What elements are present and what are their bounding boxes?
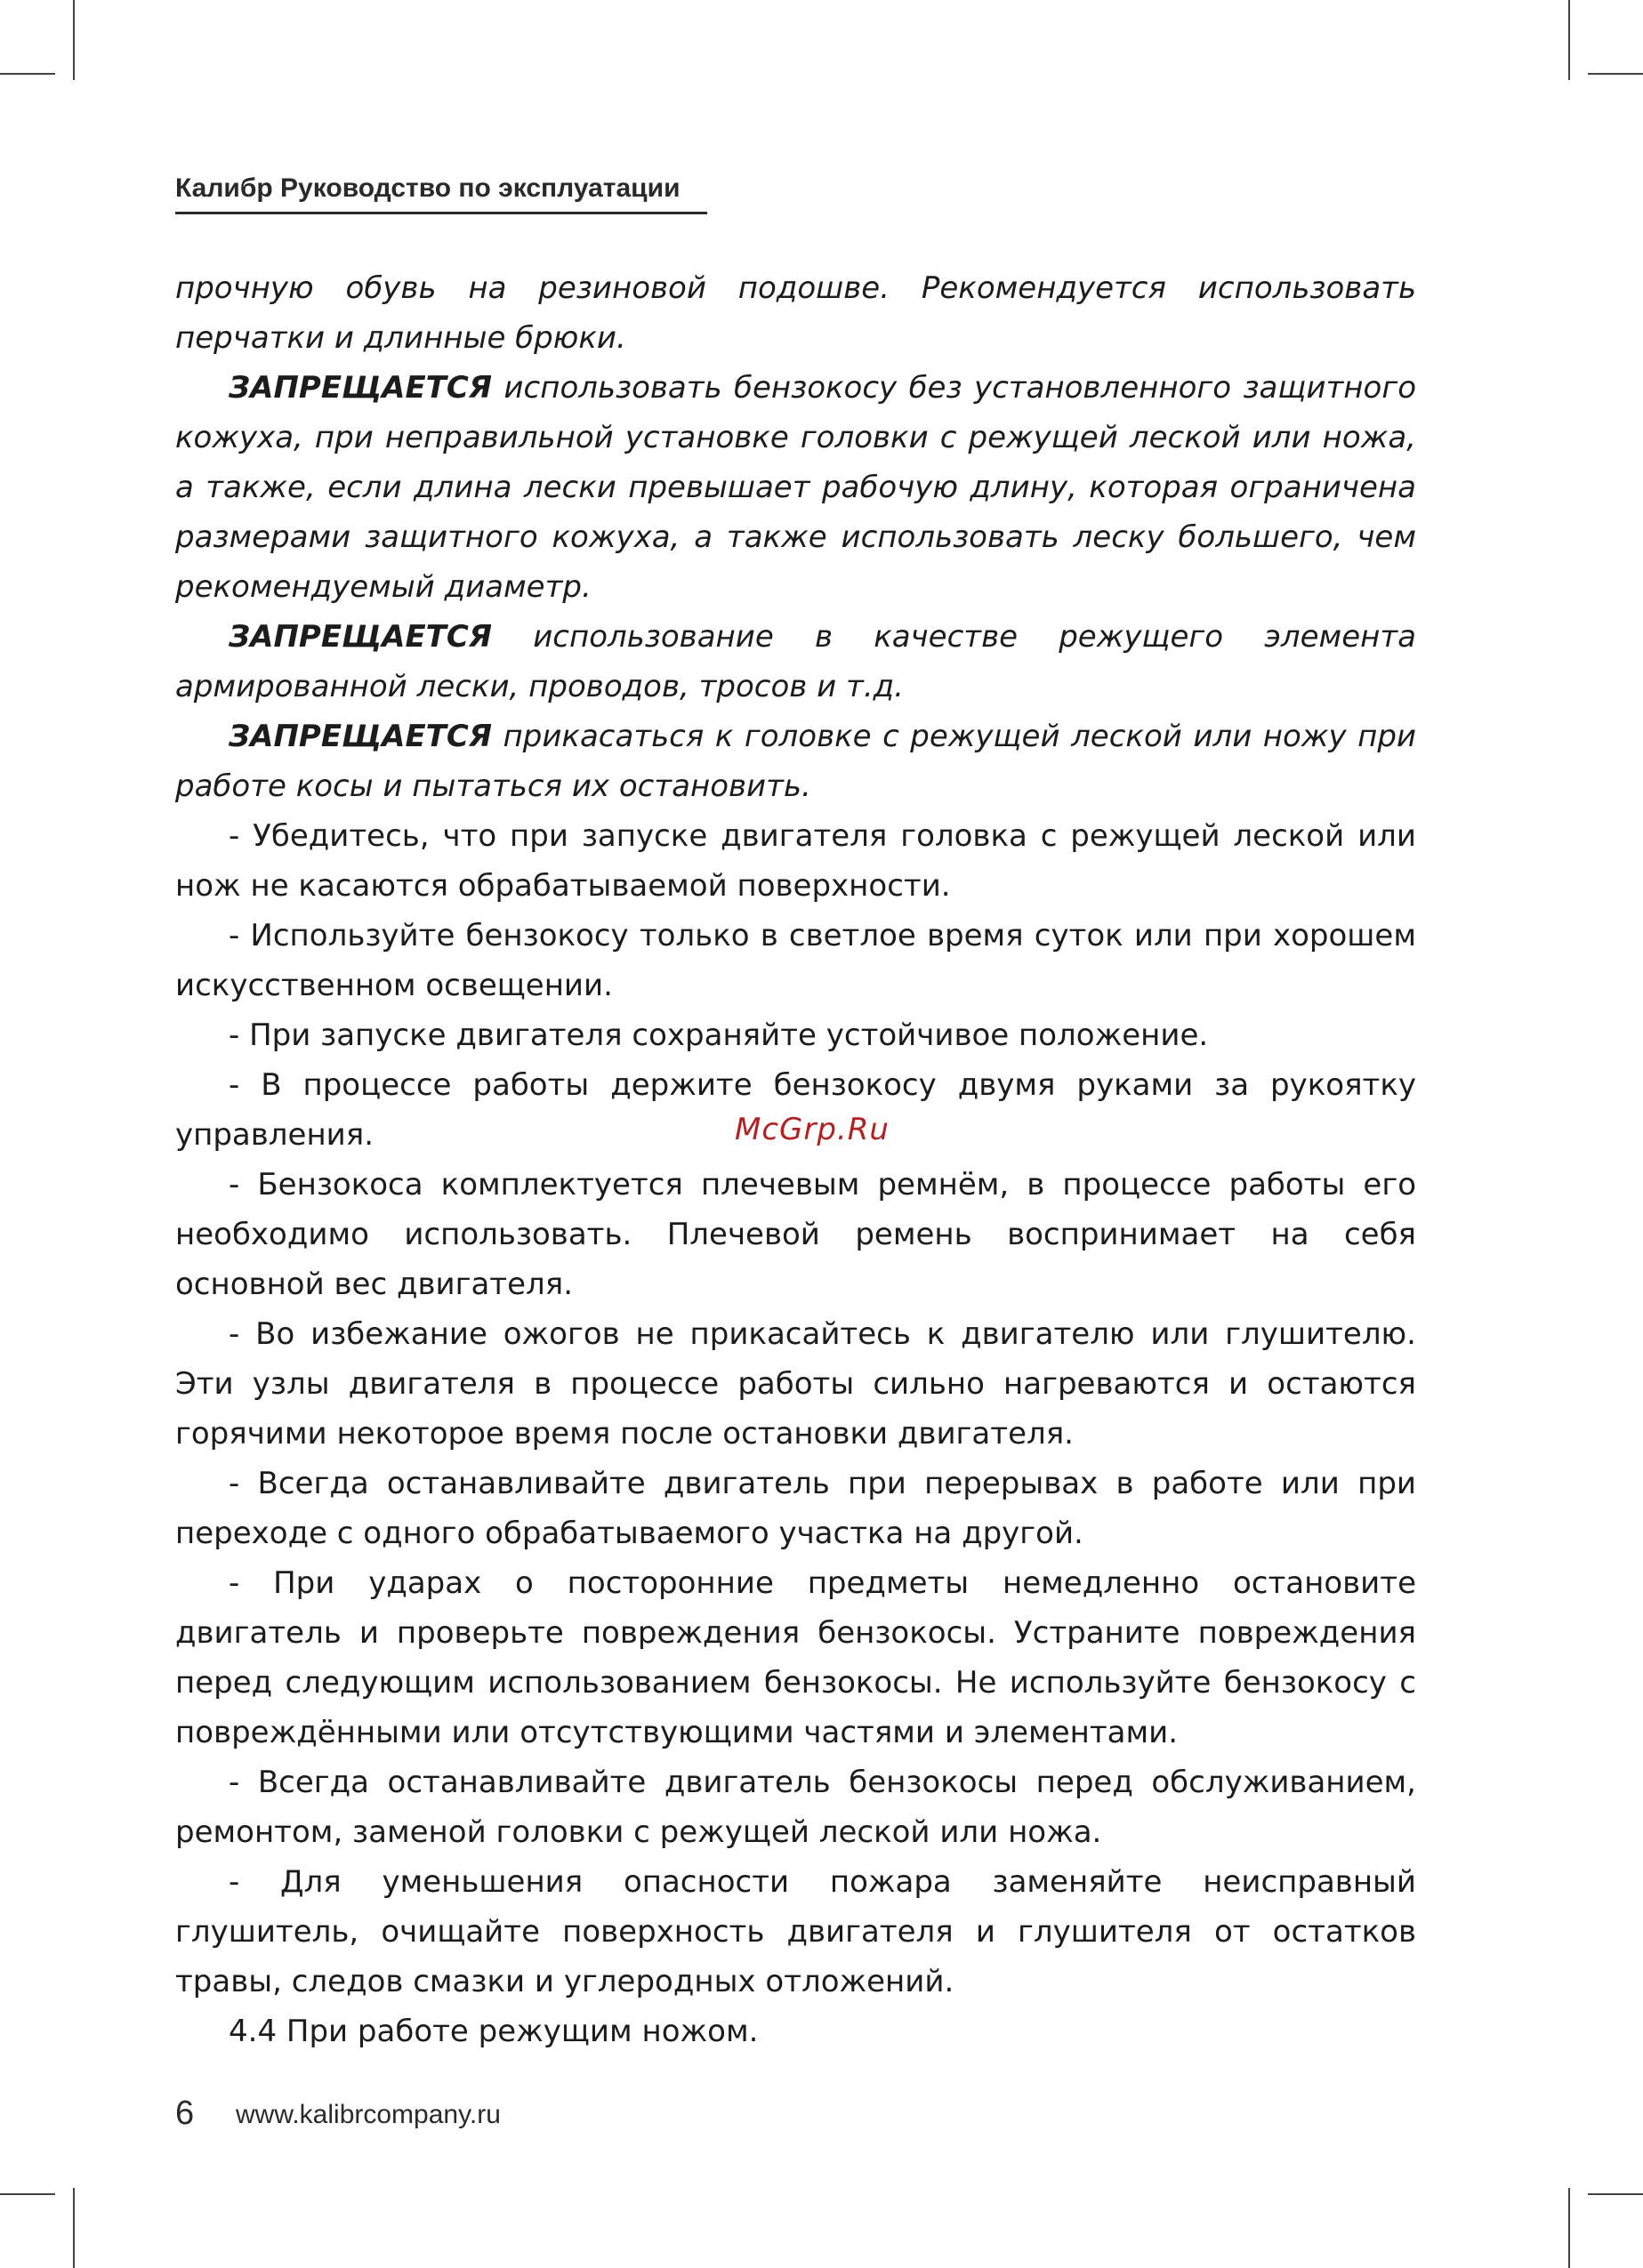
paragraph-lead: ЗАПРЕЩАЕТСЯ [229, 719, 493, 754]
crop-mark-bottom-left-h [0, 2193, 55, 2195]
paragraph-text: использовать бензокосу без установленного защитного кожуха, при неправильной установке головки с режущей леской или ножа, а также, если длина лески превышает рабочую длину, которая ограничена размерами защитного кожуха, а также использовать леску большего, чем рекомендуемый диаметр. [175, 370, 1416, 605]
crop-mark-bottom-left [73, 2188, 75, 2268]
paragraph [175, 1459, 1416, 1558]
paragraph [175, 263, 1416, 363]
paragraph-text: 4.4 При работе режущим ножом. [229, 2014, 759, 2049]
crop-mark-top-left-h [0, 73, 55, 75]
crop-mark-bottom-right-h [1588, 2193, 1643, 2195]
crop-mark-top-right-h [1588, 73, 1643, 75]
paragraph [175, 1857, 1416, 2007]
paragraph-text: - Убедитесь, что при запуске двигателя головка с режущей леской или нож не касаются обрабатываемой поверхности. [175, 818, 1416, 904]
paragraph-text: - Всегда останавливайте двигатель бензокосы перед обслуживанием, ремонтом, заменой головки с режущей леской или ножа. [175, 1765, 1416, 1850]
body-text [175, 263, 1416, 2056]
paragraph [175, 1160, 1416, 1309]
paragraph-text: прикасаться к головке с режущей леской или ножу при работе косы и пытаться их остановить. [175, 719, 1416, 804]
paragraph [175, 363, 1416, 612]
paragraph [175, 911, 1416, 1010]
watermark: McGrp.Ru [735, 1112, 890, 1147]
paragraph [175, 2007, 1416, 2056]
paragraph-text: - Всегда останавливайте двигатель при перерывах в работе или при переходе с одного обрабатываемого участка на другой. [175, 1466, 1416, 1551]
paragraph [175, 612, 1416, 712]
paragraph-text: прочную обувь на резиновой подошве. Рекомендуется использовать перчатки и длинные брюки. [175, 270, 1416, 356]
website-link[interactable]: www.kalibrcompany.ru [236, 2100, 501, 2129]
paragraph [175, 1558, 1416, 1757]
running-header: Калибр Руководство по эксплуатации [175, 171, 707, 214]
crop-mark-bottom-right [1568, 2188, 1570, 2268]
paragraph-text: - При запуске двигателя сохраняйте устойчивое положение. [229, 1017, 1209, 1053]
paragraph-text: - Во избежание ожогов не прикасайтесь к двигателю или глушителю. Эти узлы двигателя в процессе работы сильно нагреваются и остаются горячими некоторое время после остановки двигателя. [175, 1316, 1416, 1452]
paragraph-lead: ЗАПРЕЩАЕТСЯ [229, 370, 493, 406]
paragraph [175, 811, 1416, 911]
paragraph-text: использование в качестве режущего элемента армированной лески, проводов, тросов и т.д. [175, 619, 1416, 704]
paragraph-text: - В процессе работы держите бензокосу двумя руками за рукоятку управления. [175, 1067, 1416, 1153]
crop-mark-top-left [73, 0, 75, 80]
paragraph [175, 1010, 1416, 1060]
page-number: 6 [175, 2095, 195, 2132]
paragraph-text: - Для уменьшения опасности пожара заменяйте неисправный глушитель, очищайте поверхность двигателя и глушителя от остатков травы, следов смазки и углеродных отложений. [175, 1864, 1416, 1999]
paragraph [175, 1757, 1416, 1857]
paragraph [175, 1309, 1416, 1459]
paragraph [175, 712, 1416, 811]
paragraph-text: - Используйте бензокосу только в светлое время суток или при хорошем искусственном освещении. [175, 918, 1416, 1003]
paragraph-text: - Бензокоса комплектуется плечевым ремнём, в процессе работы его необходимо использовать. Плечевой ремень воспринимает на себя основной вес двигателя. [175, 1167, 1416, 1302]
paragraph-text: - При ударах о посторонние предметы немедленно остановите двигатель и проверьте повреждения бензокосы. Устраните повреждения перед следующим использованием бензокосы. Не используйте бензокосу с повреждёнными или отсутствующими частями и элементами. [175, 1565, 1416, 1750]
paragraph-lead: ЗАПРЕЩАЕТСЯ [229, 619, 493, 655]
crop-mark-top-right [1568, 0, 1570, 80]
